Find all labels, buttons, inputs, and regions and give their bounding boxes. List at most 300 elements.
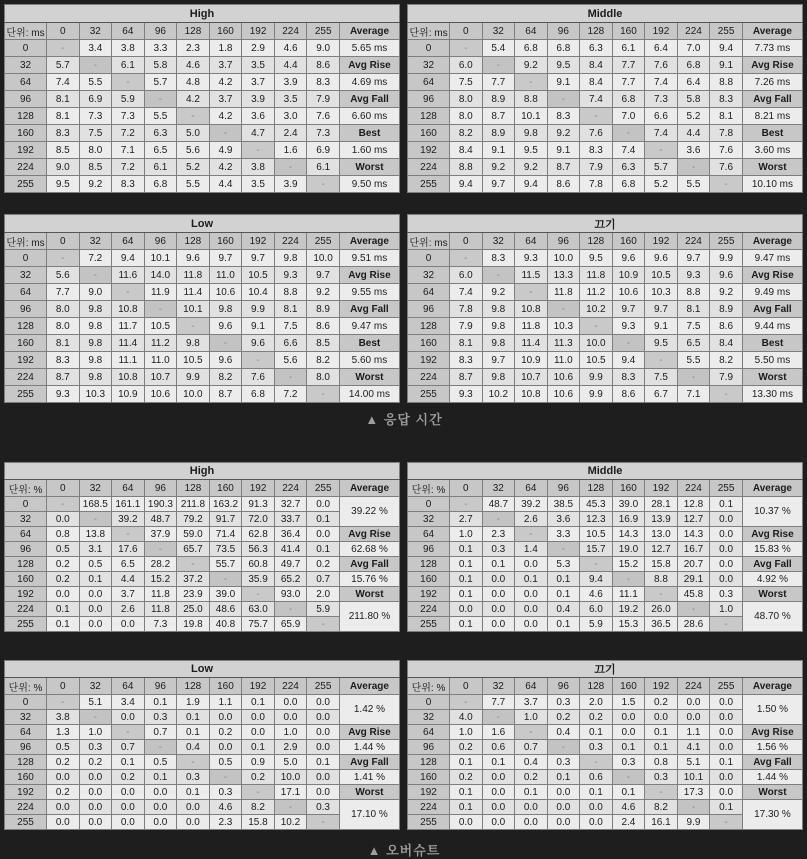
data-cell: 3.8 xyxy=(242,159,275,176)
data-cell: 0.0 xyxy=(612,725,645,740)
data-cell: 0.0 xyxy=(79,785,112,800)
data-cell: 0.0 xyxy=(79,617,112,632)
data-cell: 0.0 xyxy=(710,572,743,587)
data-cell: 17.3 xyxy=(677,785,710,800)
data-cell: 7.7 xyxy=(482,74,515,91)
data-cell: 9.2 xyxy=(79,176,112,193)
data-cell: 11.5 xyxy=(515,267,548,284)
data-cell: 8.1 xyxy=(450,335,483,352)
data-cell: 3.9 xyxy=(274,74,307,91)
data-cell: 1.4 xyxy=(515,542,548,557)
data-cell: 5.0 xyxy=(177,125,210,142)
col-header: 192 xyxy=(242,233,275,250)
avg-value: 15.76 % xyxy=(339,572,399,587)
data-cell: 19.2 xyxy=(612,602,645,617)
data-cell: - xyxy=(645,352,678,369)
data-cell: 9.1 xyxy=(242,318,275,335)
data-cell: 0.1 xyxy=(547,617,580,632)
avg-value: 5.50 ms xyxy=(742,352,802,369)
row-header: 224 xyxy=(5,602,47,617)
data-cell: 9.5 xyxy=(47,176,80,193)
data-cell: 0.1 xyxy=(515,572,548,587)
data-cell: 40.8 xyxy=(209,617,242,632)
col-header: 128 xyxy=(580,480,613,497)
data-cell: 0.1 xyxy=(450,617,483,632)
data-cell: 6.8 xyxy=(547,40,580,57)
data-cell: 0.0 xyxy=(580,815,613,830)
avg-value: 14.00 ms xyxy=(339,386,399,403)
data-cell: 36.4 xyxy=(274,527,307,542)
data-cell: 11.3 xyxy=(547,335,580,352)
data-cell: 9.8 xyxy=(177,335,210,352)
data-cell: 28.1 xyxy=(645,497,678,512)
data-cell: - xyxy=(547,542,580,557)
data-cell: 19.0 xyxy=(612,542,645,557)
data-cell: 6.1 xyxy=(112,57,145,74)
row-header: 32 xyxy=(408,710,450,725)
data-cell: 9.3 xyxy=(450,386,483,403)
avg-header: Average xyxy=(742,23,802,40)
data-cell: 8.9 xyxy=(482,91,515,108)
data-cell: 0.2 xyxy=(580,710,613,725)
data-cell: 23.9 xyxy=(177,587,210,602)
data-cell: 7.9 xyxy=(580,159,613,176)
data-cell: 9.1 xyxy=(482,142,515,159)
data-cell: 9.1 xyxy=(710,57,743,74)
data-cell: 6.9 xyxy=(79,91,112,108)
data-cell: 0.0 xyxy=(677,695,710,710)
data-cell: 8.7 xyxy=(482,108,515,125)
data-cell: 9.0 xyxy=(79,284,112,301)
data-cell: 4.8 xyxy=(177,74,210,91)
data-cell: 5.7 xyxy=(645,159,678,176)
data-cell: 9.5 xyxy=(547,57,580,74)
data-cell: 33.7 xyxy=(274,512,307,527)
data-cell: 7.8 xyxy=(580,176,613,193)
data-cell: 8.8 xyxy=(274,284,307,301)
avg-label: Best xyxy=(742,335,802,352)
col-header: 32 xyxy=(79,23,112,40)
data-cell: 9.2 xyxy=(515,159,548,176)
data-cell: 0.0 xyxy=(307,710,340,725)
data-cell: 10.5 xyxy=(645,267,678,284)
data-cell: - xyxy=(79,512,112,527)
data-cell: 8.1 xyxy=(47,91,80,108)
data-cell: 0.1 xyxy=(144,770,177,785)
data-cell: 8.2 xyxy=(710,352,743,369)
avg-value: 1.56 % xyxy=(742,740,802,755)
data-cell: 0.0 xyxy=(307,770,340,785)
col-header: 32 xyxy=(79,678,112,695)
data-cell: 63.0 xyxy=(242,602,275,617)
data-cell: - xyxy=(612,572,645,587)
avg-value: 48.70 % xyxy=(742,602,802,632)
data-cell: 6.1 xyxy=(144,159,177,176)
data-cell: 0.1 xyxy=(710,755,743,770)
data-cell: 3.3 xyxy=(547,527,580,542)
data-cell: 11.7 xyxy=(112,318,145,335)
data-cell: - xyxy=(144,301,177,318)
data-cell: 0.0 xyxy=(144,785,177,800)
data-cell: 13.0 xyxy=(645,527,678,542)
data-cell: 9.8 xyxy=(79,335,112,352)
data-cell: 17.1 xyxy=(274,785,307,800)
col-header: 0 xyxy=(47,678,80,695)
data-cell: 9.8 xyxy=(79,318,112,335)
unit-label: 단위: ms xyxy=(408,23,450,40)
avg-header: Average xyxy=(339,480,399,497)
data-cell: 11.1 xyxy=(112,352,145,369)
data-cell: 0.1 xyxy=(710,800,743,815)
unit-label: 단위: ms xyxy=(5,23,47,40)
avg-label: Worst xyxy=(339,785,399,800)
data-cell: 5.2 xyxy=(677,108,710,125)
row-header: 192 xyxy=(5,785,47,800)
data-cell: 4.2 xyxy=(209,74,242,91)
slot-response-high xyxy=(4,4,400,193)
data-cell: 4.6 xyxy=(612,800,645,815)
data-cell: 5.5 xyxy=(677,176,710,193)
data-cell: 9.7 xyxy=(482,176,515,193)
data-cell: 0.5 xyxy=(47,740,80,755)
data-cell: 0.0 xyxy=(47,800,80,815)
data-cell: 8.3 xyxy=(482,250,515,267)
data-cell: 0.3 xyxy=(144,710,177,725)
data-cell: 0.2 xyxy=(79,755,112,770)
col-header: 128 xyxy=(177,480,210,497)
data-cell: 10.6 xyxy=(547,369,580,386)
avg-label: Worst xyxy=(742,369,802,386)
slot-overshoot-high xyxy=(4,462,400,632)
data-cell: 5.9 xyxy=(307,602,340,617)
data-cell: 3.9 xyxy=(242,91,275,108)
table-overshoot-middle xyxy=(407,462,803,632)
data-cell: 11.8 xyxy=(177,267,210,284)
col-header: 255 xyxy=(307,678,340,695)
data-cell: 7.9 xyxy=(307,91,340,108)
data-cell: 10.9 xyxy=(112,386,145,403)
data-cell: 0.0 xyxy=(79,800,112,815)
data-cell: 0.0 xyxy=(515,557,548,572)
data-cell: 0.0 xyxy=(112,785,145,800)
data-cell: 7.3 xyxy=(307,125,340,142)
row-header: 128 xyxy=(5,318,47,335)
avg-value: 5.65 ms xyxy=(339,40,399,57)
data-cell: 0.0 xyxy=(307,497,340,512)
col-header: 192 xyxy=(242,23,275,40)
data-cell: - xyxy=(47,40,80,57)
data-cell: 8.3 xyxy=(47,352,80,369)
data-cell: 15.8 xyxy=(242,815,275,830)
data-cell: 0.0 xyxy=(710,527,743,542)
data-cell: 10.8 xyxy=(112,369,145,386)
data-cell: 8.3 xyxy=(450,352,483,369)
data-cell: - xyxy=(450,250,483,267)
data-cell: 37.2 xyxy=(177,572,210,587)
row-header: 128 xyxy=(408,108,450,125)
row-header: 0 xyxy=(408,497,450,512)
row-header: 255 xyxy=(5,815,47,830)
avg-value: 1.44 % xyxy=(742,770,802,785)
row-header: 160 xyxy=(408,770,450,785)
data-cell: 11.8 xyxy=(144,602,177,617)
data-cell: - xyxy=(47,497,80,512)
data-cell: 7.6 xyxy=(645,57,678,74)
data-cell: 13.3 xyxy=(547,267,580,284)
data-cell: - xyxy=(242,352,275,369)
data-cell: 0.2 xyxy=(47,755,80,770)
data-cell: 0.0 xyxy=(482,572,515,587)
data-cell: 0.1 xyxy=(307,542,340,557)
col-header: 0 xyxy=(450,480,483,497)
avg-value: 4.92 % xyxy=(742,572,802,587)
data-cell: - xyxy=(47,695,80,710)
data-cell: 0.0 xyxy=(515,815,548,830)
response-tables-row-1 xyxy=(4,4,804,193)
data-cell: 35.9 xyxy=(242,572,275,587)
data-cell: 10.1 xyxy=(677,770,710,785)
data-cell: 7.2 xyxy=(79,250,112,267)
data-cell: 0.0 xyxy=(547,815,580,830)
col-header: 160 xyxy=(209,23,242,40)
col-header: 0 xyxy=(47,480,80,497)
data-cell: 10.7 xyxy=(144,369,177,386)
data-cell: 10.4 xyxy=(242,284,275,301)
row-header: 96 xyxy=(408,91,450,108)
avg-value: 9.51 ms xyxy=(339,250,399,267)
data-cell: 48.7 xyxy=(144,512,177,527)
avg-value: 6.60 ms xyxy=(339,108,399,125)
data-cell: 0.0 xyxy=(242,725,275,740)
data-cell: 1.1 xyxy=(209,695,242,710)
data-cell: 3.3 xyxy=(144,40,177,57)
data-cell: - xyxy=(612,335,645,352)
data-cell: 0.3 xyxy=(645,770,678,785)
data-cell: 16.7 xyxy=(677,542,710,557)
data-cell: 7.7 xyxy=(47,284,80,301)
avg-label: Avg Rise xyxy=(742,57,802,74)
col-header: 96 xyxy=(547,480,580,497)
data-cell: 6.3 xyxy=(612,159,645,176)
data-cell: 0.1 xyxy=(450,587,483,602)
row-header: 64 xyxy=(5,284,47,301)
data-cell: 7.5 xyxy=(677,318,710,335)
row-header: 224 xyxy=(5,159,47,176)
data-cell: 0.0 xyxy=(515,587,548,602)
data-cell: - xyxy=(209,335,242,352)
data-cell: 5.7 xyxy=(144,74,177,91)
data-cell: - xyxy=(677,602,710,617)
data-cell: 0.0 xyxy=(79,587,112,602)
data-cell: 0.0 xyxy=(112,815,145,830)
data-cell: 9.5 xyxy=(645,335,678,352)
data-cell: 7.3 xyxy=(79,108,112,125)
data-cell: - xyxy=(645,142,678,159)
row-header: 160 xyxy=(408,125,450,142)
data-cell: 7.4 xyxy=(47,74,80,91)
data-cell: 0.0 xyxy=(47,770,80,785)
data-cell: 3.4 xyxy=(79,40,112,57)
data-cell: 0.0 xyxy=(450,815,483,830)
data-cell: 0.1 xyxy=(450,572,483,587)
data-cell: 20.7 xyxy=(677,557,710,572)
data-cell: 5.7 xyxy=(47,57,80,74)
data-cell: 41.4 xyxy=(274,542,307,557)
data-cell: 65.9 xyxy=(274,617,307,632)
data-cell: 0.0 xyxy=(710,557,743,572)
row-header: 160 xyxy=(5,572,47,587)
table-title: High xyxy=(5,463,400,480)
row-header: 128 xyxy=(5,557,47,572)
data-cell: - xyxy=(450,497,483,512)
data-cell: 7.3 xyxy=(144,617,177,632)
data-cell: 7.8 xyxy=(710,125,743,142)
data-cell: 4.4 xyxy=(274,57,307,74)
col-header: 64 xyxy=(112,678,145,695)
data-cell: 0.2 xyxy=(307,557,340,572)
data-cell: 0.0 xyxy=(307,740,340,755)
data-cell: 5.8 xyxy=(677,91,710,108)
row-header: 128 xyxy=(408,318,450,335)
data-cell: 10.0 xyxy=(580,335,613,352)
data-cell: 9.7 xyxy=(645,301,678,318)
avg-label: Avg Fall xyxy=(742,301,802,318)
data-cell: 2.0 xyxy=(307,587,340,602)
avg-label: Avg Fall xyxy=(742,91,802,108)
data-cell: 1.6 xyxy=(274,142,307,159)
col-header: 96 xyxy=(144,678,177,695)
table-title: Middle xyxy=(408,5,803,23)
data-cell: 0.2 xyxy=(450,740,483,755)
data-cell: 9.9 xyxy=(242,301,275,318)
data-cell: 39.0 xyxy=(612,497,645,512)
data-cell: 3.9 xyxy=(274,176,307,193)
data-cell: 5.5 xyxy=(144,108,177,125)
data-cell: 7.6 xyxy=(242,369,275,386)
data-cell: 9.1 xyxy=(547,74,580,91)
data-cell: 4.4 xyxy=(677,125,710,142)
row-header: 32 xyxy=(5,710,47,725)
data-cell: 0.0 xyxy=(209,740,242,755)
data-cell: 9.6 xyxy=(645,250,678,267)
row-header: 192 xyxy=(408,142,450,159)
data-cell: 10.6 xyxy=(144,386,177,403)
data-cell: 0.5 xyxy=(79,557,112,572)
data-cell: 9.7 xyxy=(209,250,242,267)
data-cell: - xyxy=(645,587,678,602)
col-header: 224 xyxy=(274,233,307,250)
data-cell: 7.9 xyxy=(450,318,483,335)
avg-label: Avg Fall xyxy=(339,91,399,108)
table-title: 끄기 xyxy=(408,661,803,678)
data-cell: 15.2 xyxy=(144,572,177,587)
data-cell: 4.2 xyxy=(177,91,210,108)
avg-value: 1.42 % xyxy=(339,695,399,725)
data-cell: 161.1 xyxy=(112,497,145,512)
data-cell: - xyxy=(79,710,112,725)
row-header: 128 xyxy=(408,557,450,572)
col-header: 160 xyxy=(209,678,242,695)
data-cell: 1.1 xyxy=(677,725,710,740)
slot-overshoot-off xyxy=(407,660,803,830)
data-cell: 8.6 xyxy=(710,318,743,335)
col-header: 192 xyxy=(242,678,275,695)
data-cell: 0.1 xyxy=(612,785,645,800)
data-cell: 10.0 xyxy=(307,250,340,267)
data-cell: 0.0 xyxy=(450,602,483,617)
row-header: 32 xyxy=(5,512,47,527)
data-cell: 9.8 xyxy=(274,250,307,267)
data-cell: 9.8 xyxy=(209,301,242,318)
col-header: 32 xyxy=(79,233,112,250)
data-cell: 15.2 xyxy=(612,557,645,572)
data-cell: 10.0 xyxy=(274,770,307,785)
row-header: 0 xyxy=(408,40,450,57)
data-cell: 11.8 xyxy=(144,587,177,602)
data-cell: 4.2 xyxy=(209,159,242,176)
data-cell: 0.3 xyxy=(482,542,515,557)
data-cell: 4.6 xyxy=(580,587,613,602)
data-cell: 0.0 xyxy=(710,770,743,785)
col-header: 96 xyxy=(144,233,177,250)
data-cell: 3.7 xyxy=(209,57,242,74)
data-cell: 10.3 xyxy=(547,318,580,335)
col-header: 96 xyxy=(547,678,580,695)
col-header: 0 xyxy=(47,233,80,250)
data-cell: 0.3 xyxy=(79,740,112,755)
data-cell: 9.0 xyxy=(307,40,340,57)
data-cell: - xyxy=(274,800,307,815)
data-cell: 9.6 xyxy=(612,250,645,267)
data-cell: 2.9 xyxy=(242,40,275,57)
col-header: 128 xyxy=(177,23,210,40)
data-cell: 9.7 xyxy=(612,301,645,318)
col-header: 255 xyxy=(710,233,743,250)
data-cell: 9.9 xyxy=(580,386,613,403)
data-cell: - xyxy=(112,725,145,740)
data-cell: 0.4 xyxy=(515,755,548,770)
avg-value: 9.47 ms xyxy=(339,318,399,335)
table-title: Low xyxy=(5,661,400,678)
row-header: 192 xyxy=(408,352,450,369)
data-cell: 13.9 xyxy=(645,512,678,527)
data-cell: 8.4 xyxy=(710,335,743,352)
data-cell: 5.1 xyxy=(79,695,112,710)
data-cell: - xyxy=(112,284,145,301)
col-header: 160 xyxy=(209,480,242,497)
data-cell: 6.8 xyxy=(677,57,710,74)
data-cell: 8.1 xyxy=(710,108,743,125)
data-cell: 8.3 xyxy=(612,369,645,386)
avg-label: Worst xyxy=(742,587,802,602)
data-cell: 48.6 xyxy=(209,602,242,617)
avg-header: Average xyxy=(339,233,399,250)
data-cell: 8.5 xyxy=(47,142,80,159)
row-header: 192 xyxy=(5,142,47,159)
data-cell: - xyxy=(482,710,515,725)
data-cell: 2.3 xyxy=(177,40,210,57)
data-cell: 0.7 xyxy=(307,572,340,587)
data-cell: 7.7 xyxy=(482,695,515,710)
data-cell: 4.4 xyxy=(112,572,145,587)
data-cell: 9.6 xyxy=(242,335,275,352)
data-cell: 8.0 xyxy=(79,142,112,159)
avg-label: Avg Rise xyxy=(742,725,802,740)
data-cell: - xyxy=(677,159,710,176)
data-cell: 5.2 xyxy=(645,176,678,193)
data-cell: 0.3 xyxy=(177,770,210,785)
avg-value: 9.44 ms xyxy=(742,318,802,335)
